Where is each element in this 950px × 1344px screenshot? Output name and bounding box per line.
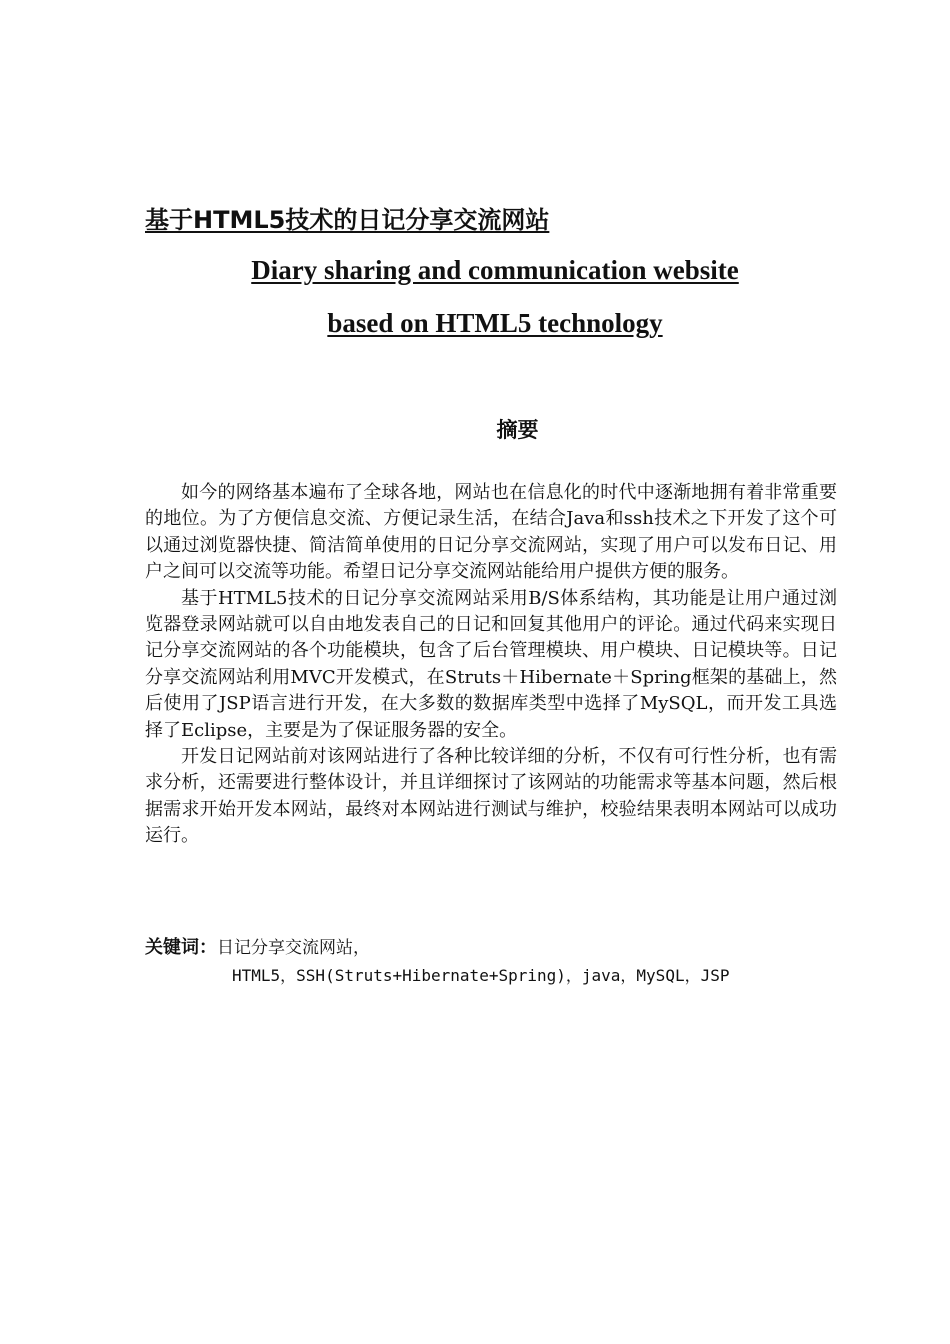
abstract-paragraph-3: 开发日记网站前对该网站进行了各种比较详细的分析，不仅有可行性分析，也有需求分析，还需要进行整体设计，并且详细探讨了该网站的功能需求等基本问题，然后根据需求开始开发本网站，最终对本网站进行测试与维护，校验结果表明本网站可以成功运行。 xyxy=(145,746,837,847)
keywords-line-2: HTML5，SSH(Struts+Hibernate+Spring)，java，MySQL，JSP xyxy=(232,966,730,985)
keywords-label: 关键词： xyxy=(145,937,217,958)
abstract-paragraph-1: 如今的网络基本遍布了全球各地，网站也在信息化的时代中逐渐地拥有着非常重要的地位。为了方便信息交流、方便记录生活，在结合Java和ssh技术之下开发了这个可以通过浏览器快捷、简洁简单使用的日记分享交流网站，实现了用户可以发布日记、用户之间可以交流等功能。希望日记分享交流网站能给用户提供方便的服务。 xyxy=(145,482,837,583)
english-title-line-1: Diary sharing and communication website xyxy=(251,255,739,285)
keywords-section xyxy=(145,934,865,990)
english-title-line-2: based on HTML5 technology xyxy=(327,308,663,338)
abstract-heading: 摘要 xyxy=(496,418,539,442)
abstract-paragraph-2: 基于HTML5技术的日记分享交流网站采用B/S体系结构，其功能是让用户通过浏览器登录网站就可以自由地发表自己的日记和回复其他用户的评论。通过代码来实现日记分享交流网站的各个功能模块，包含了后台管理模块、用户模块、日记模块等。日记分享交流网站利用MVC开发模式，在Struts＋Hibernate＋Spring框架的基础上，然后使用了JSP语言进行开发，在大多数的数据库类型中选择了MySQL，而开发工具选择了Eclipse，主要是为了保证服务器的安全。 xyxy=(145,587,837,741)
chinese-title: 基于HTML5技术的日记分享交流网站 xyxy=(145,206,550,234)
keywords-line-1: 日记分享交流网站， xyxy=(217,938,370,958)
abstract-body xyxy=(145,480,837,850)
